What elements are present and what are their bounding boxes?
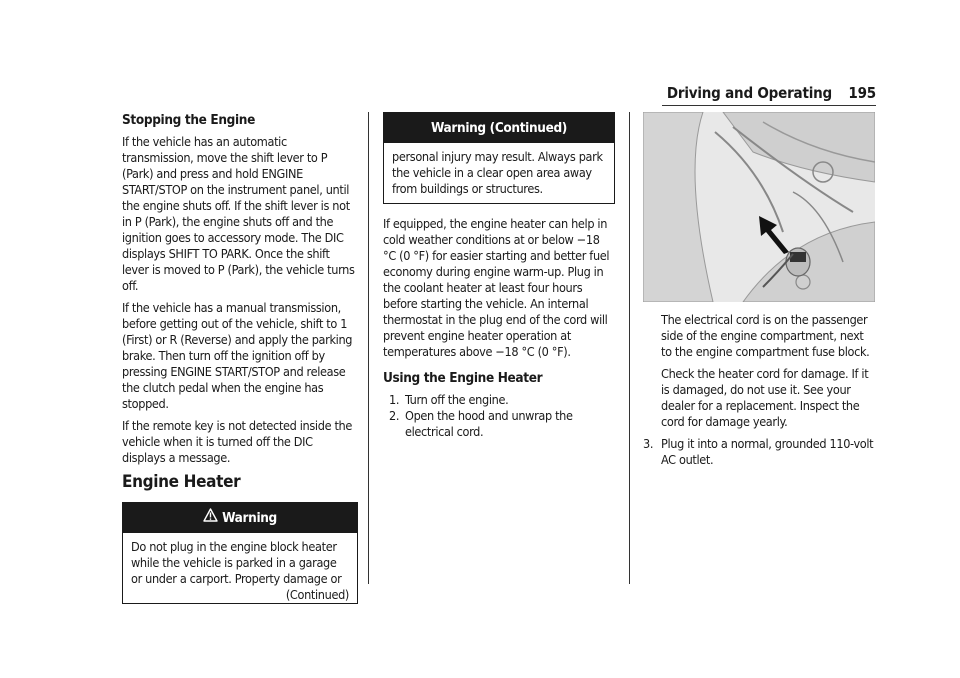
warning-text: personal injury may result. Always park the vehicle in a clear open area away from buildings or structures. bbox=[392, 149, 603, 196]
page-number: 195 bbox=[848, 84, 876, 102]
warning-box bbox=[122, 502, 358, 604]
list-item: 2. Open the hood and unwrap the electrical cord. bbox=[389, 408, 573, 439]
section-title-engine-heater: Engine Heater bbox=[122, 472, 241, 492]
warning-continued-box bbox=[383, 112, 615, 204]
heading-stopping-engine: Stopping the Engine bbox=[122, 112, 255, 128]
steps-list bbox=[643, 436, 877, 468]
warning-header bbox=[123, 503, 357, 533]
steps-list bbox=[383, 392, 615, 440]
paragraph: Check the heater cord for damage. If it is damaged, do not use it. See your dealer for a replacement. Inspect the cord for damage yearly. bbox=[661, 366, 869, 429]
header-rule bbox=[662, 105, 876, 106]
column-1 bbox=[122, 112, 358, 604]
paragraph: If equipped, the engine heater can help in cold weather conditions at or below −18 °C (0 °F) for easier starting and better fuel economy during engine warm-up. Plug in the coolant heater at least four hours before starting the vehicle. An internal thermostat in the plug end of the cord will prevent engine heater operation at temperatures above −18 °C (0 °F). bbox=[383, 216, 610, 359]
warning-continued-header: Warning (Continued) bbox=[384, 113, 614, 143]
warning-title: Warning bbox=[222, 510, 277, 526]
column-3 bbox=[643, 112, 877, 468]
paragraph: The electrical cord is on the passenger side of the engine compartment, next to the engine compartment fuse block. bbox=[661, 312, 870, 359]
list-item: 1. Turn off the engine. bbox=[389, 392, 509, 407]
engine-compartment-illustration bbox=[643, 112, 875, 302]
continued-label: (Continued) bbox=[285, 587, 349, 602]
section-title: Driving and Operating bbox=[666, 84, 832, 102]
heading-using-engine-heater: Using the Engine Heater bbox=[383, 370, 543, 386]
paragraph: If the remote key is not detected inside the vehicle when it is turned off the DIC displays a message. bbox=[122, 418, 352, 465]
warning-text: Do not plug in the engine block heater while the vehicle is parked in a garage or under a carport. Property damage or bbox=[131, 539, 342, 586]
paragraph: If the vehicle has an automatic transmission, move the shift lever to P (Park) and press and hold ENGINE START/STOP on the instrument panel, until the engine shuts off. If the shift lever is not in P (Park), the engine shuts off and the ignition goes to accessory mode. The DIC displays SHIFT TO PARK. Once the shift lever is moved to P (Park), the vehicle turns off. bbox=[122, 134, 355, 293]
paragraph: If the vehicle has a manual transmission, before getting out of the vehicle, shift to 1 (First) or R (Reverse) and apply the parking brake. Then turn off the ignition off by pressing ENGINE START/STOP and release the clutch pedal when the engine has stopped. bbox=[122, 300, 353, 411]
warning-triangle-icon bbox=[203, 503, 218, 533]
page-header bbox=[660, 84, 876, 106]
list-item: 3. Plug it into a normal, grounded 110-volt AC outlet. bbox=[643, 436, 874, 467]
column-2 bbox=[383, 112, 615, 440]
column-divider bbox=[629, 112, 630, 584]
column-divider bbox=[368, 112, 369, 584]
